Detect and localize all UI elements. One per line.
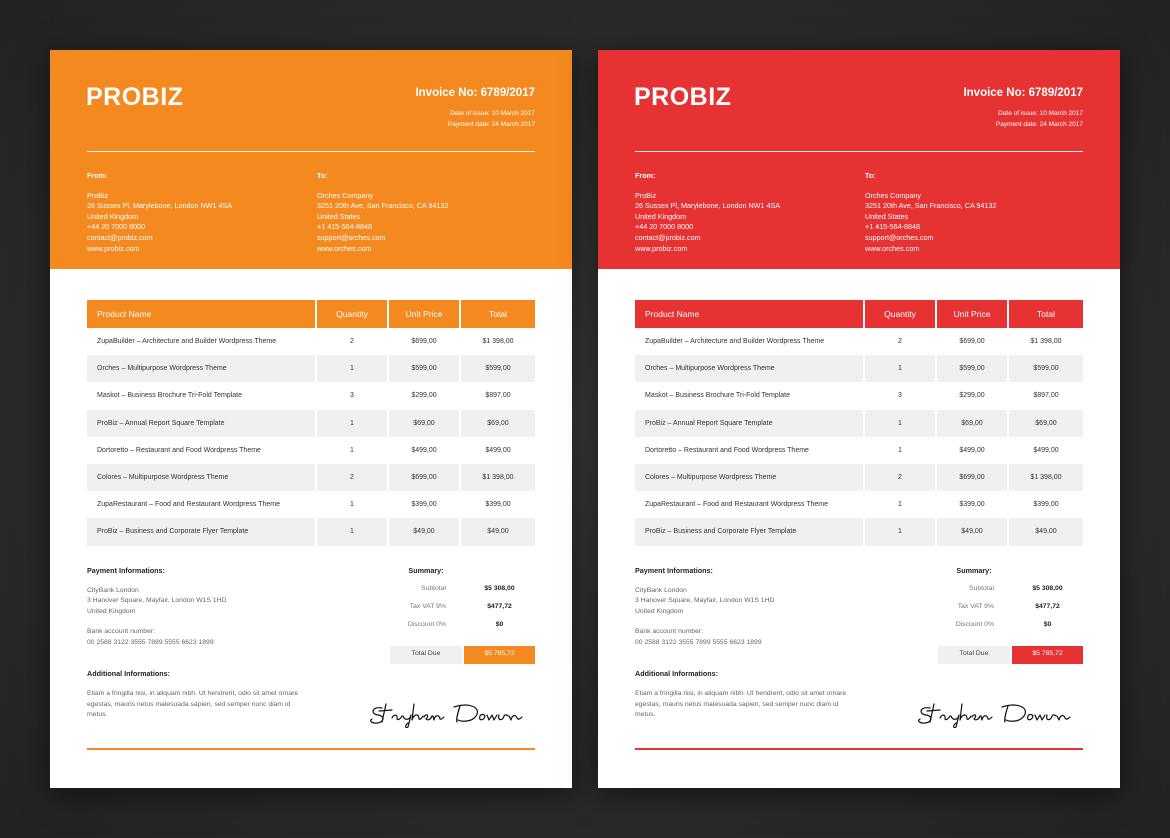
invoice-header bbox=[598, 50, 1120, 269]
summary-total-due bbox=[390, 646, 535, 664]
summary-title: Summary: bbox=[956, 566, 992, 575]
cell-product-name: Orches – Multipurpose Wordpress Theme bbox=[635, 355, 865, 382]
cell-product-name: Colores – Multipurpose Wordpress Theme bbox=[635, 464, 865, 491]
cell-unit-price: $399,00 bbox=[389, 491, 461, 518]
cell-total: $399,00 bbox=[1033, 501, 1059, 509]
invoice-number: Invoice No: 6789/2017 bbox=[415, 87, 535, 99]
table-row bbox=[87, 491, 535, 518]
cell-unit-price: $69,00 bbox=[937, 410, 1009, 437]
cell-unit-price: $69,00 bbox=[389, 410, 461, 437]
from-address bbox=[87, 171, 232, 254]
from-line: +44 20 7000 8000 bbox=[87, 222, 146, 232]
table-row bbox=[87, 355, 535, 382]
subtotal-label: Subtotal bbox=[969, 585, 994, 592]
additional-text: Etiam a fringilla nisi, in aliquam nibh. Ut hendrerit, odio sit amet ornare egestas, mauris netus malesuada sapien, sed semper nunc diam id metus. bbox=[635, 689, 847, 719]
cell-unit-price: $699,00 bbox=[937, 464, 1009, 491]
subtotal-value: $5 308,00 bbox=[484, 585, 515, 592]
cell-unit-price: $699,00 bbox=[389, 328, 461, 355]
subtotal-label: Subtotal bbox=[421, 585, 446, 592]
cell-quantity: 1 bbox=[317, 491, 389, 518]
bank-line: CityBank London bbox=[635, 586, 687, 594]
table-row bbox=[87, 437, 535, 464]
from-label: From: bbox=[87, 171, 108, 180]
additional-info bbox=[87, 669, 307, 721]
to-line: 3251 20th Ave, San Francisco, CA 94132 bbox=[317, 201, 449, 211]
cell-unit-price: $599,00 bbox=[389, 355, 461, 382]
discount-value: $0 bbox=[1043, 621, 1052, 628]
cell-quantity: 1 bbox=[317, 410, 389, 437]
payment-date: Payment date: 24 March 2017 bbox=[995, 121, 1083, 128]
cell-product-name: ZupaBuilder – Architecture and Builder Wordpress Theme bbox=[87, 328, 317, 355]
cell-quantity: 2 bbox=[317, 464, 389, 491]
summary-discount bbox=[938, 617, 1083, 635]
cell-total: $69,00 bbox=[461, 410, 535, 437]
col-quantity: Quantity bbox=[317, 300, 389, 328]
to-line: support@orches.com bbox=[317, 232, 386, 242]
additional-text: Etiam a fringilla nisi, in aliquam nibh. Ut hendrerit, odio sit amet ornare egestas, mauris netus malesuada sapien, sed semper nunc diam id metus. bbox=[87, 689, 299, 719]
to-line: United States bbox=[317, 211, 361, 221]
invoice-page-orange bbox=[50, 50, 572, 788]
vat-label: Tax VAT 9% bbox=[409, 603, 446, 610]
table-row bbox=[635, 491, 1083, 518]
cell-quantity: 3 bbox=[865, 382, 937, 409]
col-product-name: Product Name bbox=[635, 300, 865, 328]
issue-date: Date of issue: 10 March 2017 bbox=[998, 110, 1083, 117]
cell-quantity: 1 bbox=[865, 491, 937, 518]
from-line: www.probiz.com bbox=[635, 243, 688, 253]
to-address bbox=[865, 171, 996, 254]
table-row bbox=[87, 518, 535, 545]
to-line: United States bbox=[865, 211, 909, 221]
to-label: To: bbox=[317, 171, 328, 180]
from-line: 26 Sussex Pl, Marylebone, London NW1 4SA bbox=[635, 201, 781, 211]
cell-product-name: Dortoretto – Restaurant and Food Wordpress Theme bbox=[635, 437, 865, 464]
from-line: contact@probiz.com bbox=[87, 232, 153, 242]
col-unit-price: Unit Price bbox=[389, 300, 461, 328]
cell-total: $499,00 bbox=[485, 446, 511, 454]
payment-title: Payment Informations: bbox=[87, 566, 165, 575]
cell-product-name: ProBiz – Annual Report Square Template bbox=[87, 410, 317, 437]
additional-title: Additional Informations: bbox=[635, 669, 719, 678]
cell-unit-price: $49,00 bbox=[389, 518, 461, 545]
to-line: +1 415-564-8848 bbox=[317, 222, 372, 232]
issue-date: Date of issue: 10 March 2017 bbox=[450, 110, 535, 117]
summary-subtotal bbox=[390, 581, 535, 599]
bank-line: 3 Hanover Square, Mayfair, London W1S 1HD bbox=[87, 597, 227, 604]
payment-info bbox=[87, 566, 226, 648]
table-header-row bbox=[635, 300, 1083, 328]
cell-product-name: ProBiz – Business and Corporate Flyer Template bbox=[635, 518, 865, 545]
items-table bbox=[87, 300, 535, 546]
cell-quantity: 1 bbox=[317, 437, 389, 464]
from-line: www.probiz.com bbox=[87, 243, 140, 253]
cell-total: $1 398,00 bbox=[461, 464, 535, 491]
additional-title: Additional Informations: bbox=[87, 669, 171, 678]
total-due-value: $5 785,72 bbox=[1012, 646, 1083, 664]
cell-total: $399,00 bbox=[485, 501, 511, 509]
cell-quantity: 1 bbox=[317, 355, 389, 382]
cell-product-name: ZupaRestaurant – Food and Restaurant Wordpress Theme bbox=[87, 491, 317, 518]
table-row bbox=[635, 518, 1083, 545]
items-table bbox=[635, 300, 1083, 546]
table-row bbox=[87, 464, 535, 491]
col-total: Total bbox=[1009, 300, 1083, 328]
cell-product-name: Dortoretto – Restaurant and Food Wordpress Theme bbox=[87, 437, 317, 464]
from-line: contact@probiz.com bbox=[635, 232, 701, 242]
cell-quantity: 1 bbox=[865, 437, 937, 464]
total-due-label: Total Due bbox=[938, 646, 1010, 664]
cell-product-name: Maskot – Business Brochure Tri-Fold Template bbox=[635, 382, 865, 409]
discount-label: Discount 0% bbox=[955, 621, 994, 628]
cell-total: $499,00 bbox=[1033, 446, 1059, 454]
cell-unit-price: $499,00 bbox=[937, 437, 1009, 464]
table-row bbox=[635, 464, 1083, 491]
cell-unit-price: $299,00 bbox=[389, 382, 461, 409]
footer-divider bbox=[635, 748, 1083, 750]
signature-image bbox=[916, 698, 1086, 728]
additional-info bbox=[635, 669, 855, 721]
account-number: 00 2588 3122 3555 7899 5555 6623 1899 bbox=[87, 638, 214, 646]
cell-total: $1 398,00 bbox=[1009, 464, 1083, 491]
table-header-row bbox=[87, 300, 535, 328]
cell-unit-price: $49,00 bbox=[937, 518, 1009, 545]
cell-total: $599,00 bbox=[1009, 355, 1083, 382]
bank-line: CityBank London bbox=[87, 586, 139, 594]
to-line: Orches Company bbox=[317, 190, 373, 200]
bank-line: United Kingdom bbox=[87, 607, 136, 615]
cell-quantity: 3 bbox=[317, 382, 389, 409]
cell-unit-price: $499,00 bbox=[389, 437, 461, 464]
table-row bbox=[87, 328, 535, 355]
cell-unit-price: $699,00 bbox=[389, 464, 461, 491]
col-product-name: Product Name bbox=[87, 300, 317, 328]
cell-total: $49,00 bbox=[1009, 518, 1083, 545]
cell-unit-price: $599,00 bbox=[937, 355, 1009, 382]
from-line: United Kingdom bbox=[87, 211, 139, 221]
to-line: +1 415-564-8848 bbox=[865, 222, 920, 232]
table-body bbox=[635, 328, 1083, 546]
cell-quantity: 1 bbox=[865, 410, 937, 437]
cell-unit-price: $299,00 bbox=[937, 382, 1009, 409]
from-label: From: bbox=[635, 171, 656, 180]
table-row bbox=[635, 410, 1083, 437]
cell-total: $1 398,00 bbox=[1030, 338, 1062, 346]
cell-total: $49,00 bbox=[461, 518, 535, 545]
table-row bbox=[87, 382, 535, 409]
account-label: Bank account number: bbox=[635, 628, 704, 635]
cell-product-name: Colores – Multipurpose Wordpress Theme bbox=[87, 464, 317, 491]
table-row bbox=[635, 437, 1083, 464]
brand-logo: PROBIZ bbox=[634, 83, 732, 111]
table-body bbox=[87, 328, 535, 546]
cell-total: $897,00 bbox=[485, 392, 511, 400]
cell-quantity: 1 bbox=[317, 518, 389, 545]
cell-quantity: 2 bbox=[865, 464, 937, 491]
cell-total: $599,00 bbox=[461, 355, 535, 382]
to-line: www.orches.com bbox=[317, 243, 372, 253]
from-line: +44 20 7000 8000 bbox=[635, 222, 694, 232]
from-address bbox=[635, 171, 780, 254]
to-line: Orches Company bbox=[865, 190, 921, 200]
total-due-value: $5 785,72 bbox=[464, 646, 535, 664]
cell-unit-price: $699,00 bbox=[937, 328, 1009, 355]
account-number: 00 2588 3122 3555 7899 5555 6623 1899 bbox=[635, 638, 762, 646]
to-label: To: bbox=[865, 171, 876, 180]
summary-total-due bbox=[938, 646, 1083, 664]
header-divider bbox=[635, 151, 1083, 152]
table-row bbox=[635, 355, 1083, 382]
discount-value: $0 bbox=[495, 621, 504, 628]
header-divider bbox=[87, 151, 535, 152]
payment-title: Payment Informations: bbox=[635, 566, 713, 575]
signature-image bbox=[368, 698, 538, 728]
vat-value: $477,72 bbox=[1035, 603, 1060, 610]
cell-product-name: ZupaBuilder – Architecture and Builder Wordpress Theme bbox=[635, 328, 865, 355]
cell-quantity: 1 bbox=[865, 518, 937, 545]
cell-total: $1 398,00 bbox=[482, 338, 514, 346]
cell-product-name: ProBiz – Business and Corporate Flyer Template bbox=[87, 518, 317, 545]
total-due-label: Total Due bbox=[390, 646, 462, 664]
vat-label: Tax VAT 9% bbox=[957, 603, 994, 610]
invoice-header bbox=[50, 50, 572, 269]
col-unit-price: Unit Price bbox=[937, 300, 1009, 328]
account-label: Bank account number: bbox=[87, 628, 156, 635]
table-row bbox=[635, 328, 1083, 355]
col-quantity: Quantity bbox=[865, 300, 937, 328]
cell-product-name: Maskot – Business Brochure Tri-Fold Template bbox=[87, 382, 317, 409]
footer-divider bbox=[87, 748, 535, 750]
cell-quantity: 2 bbox=[865, 328, 937, 355]
cell-quantity: 1 bbox=[865, 355, 937, 382]
cell-product-name: ZupaRestaurant – Food and Restaurant Wordpress Theme bbox=[635, 491, 865, 518]
bank-line: United Kingdom bbox=[635, 607, 684, 615]
brand-logo: PROBIZ bbox=[86, 83, 184, 111]
cell-product-name: ProBiz – Annual Report Square Template bbox=[635, 410, 865, 437]
invoice-page-red bbox=[598, 50, 1120, 788]
vat-value: $477,72 bbox=[487, 603, 512, 610]
cell-total: $897,00 bbox=[1033, 392, 1059, 400]
payment-date: Payment date: 24 March 2017 bbox=[447, 121, 535, 128]
summary-vat bbox=[390, 599, 535, 617]
to-line: support@orches.com bbox=[865, 232, 934, 242]
subtotal-value: $5 308,00 bbox=[1032, 585, 1063, 592]
summary-subtotal bbox=[938, 581, 1083, 599]
to-line: 3251 20th Ave, San Francisco, CA 94132 bbox=[865, 201, 997, 211]
from-line: ProBiz bbox=[87, 190, 109, 200]
cell-total: $69,00 bbox=[1009, 410, 1083, 437]
to-line: www.orches.com bbox=[865, 243, 920, 253]
from-line: ProBiz bbox=[635, 190, 657, 200]
from-line: United Kingdom bbox=[635, 211, 687, 221]
from-line: 26 Sussex Pl, Marylebone, London NW1 4SA bbox=[87, 201, 233, 211]
cell-product-name: Orches – Multipurpose Wordpress Theme bbox=[87, 355, 317, 382]
to-address bbox=[317, 171, 448, 254]
discount-label: Discount 0% bbox=[407, 621, 446, 628]
invoice-number: Invoice No: 6789/2017 bbox=[963, 87, 1083, 99]
table-row bbox=[635, 382, 1083, 409]
col-total: Total bbox=[461, 300, 535, 328]
payment-info bbox=[635, 566, 774, 648]
summary-discount bbox=[390, 617, 535, 635]
summary-vat bbox=[938, 599, 1083, 617]
cell-unit-price: $399,00 bbox=[937, 491, 1009, 518]
bank-line: 3 Hanover Square, Mayfair, London W1S 1HD bbox=[635, 597, 775, 604]
table-row bbox=[87, 410, 535, 437]
cell-quantity: 2 bbox=[317, 328, 389, 355]
summary-title: Summary: bbox=[408, 566, 444, 575]
